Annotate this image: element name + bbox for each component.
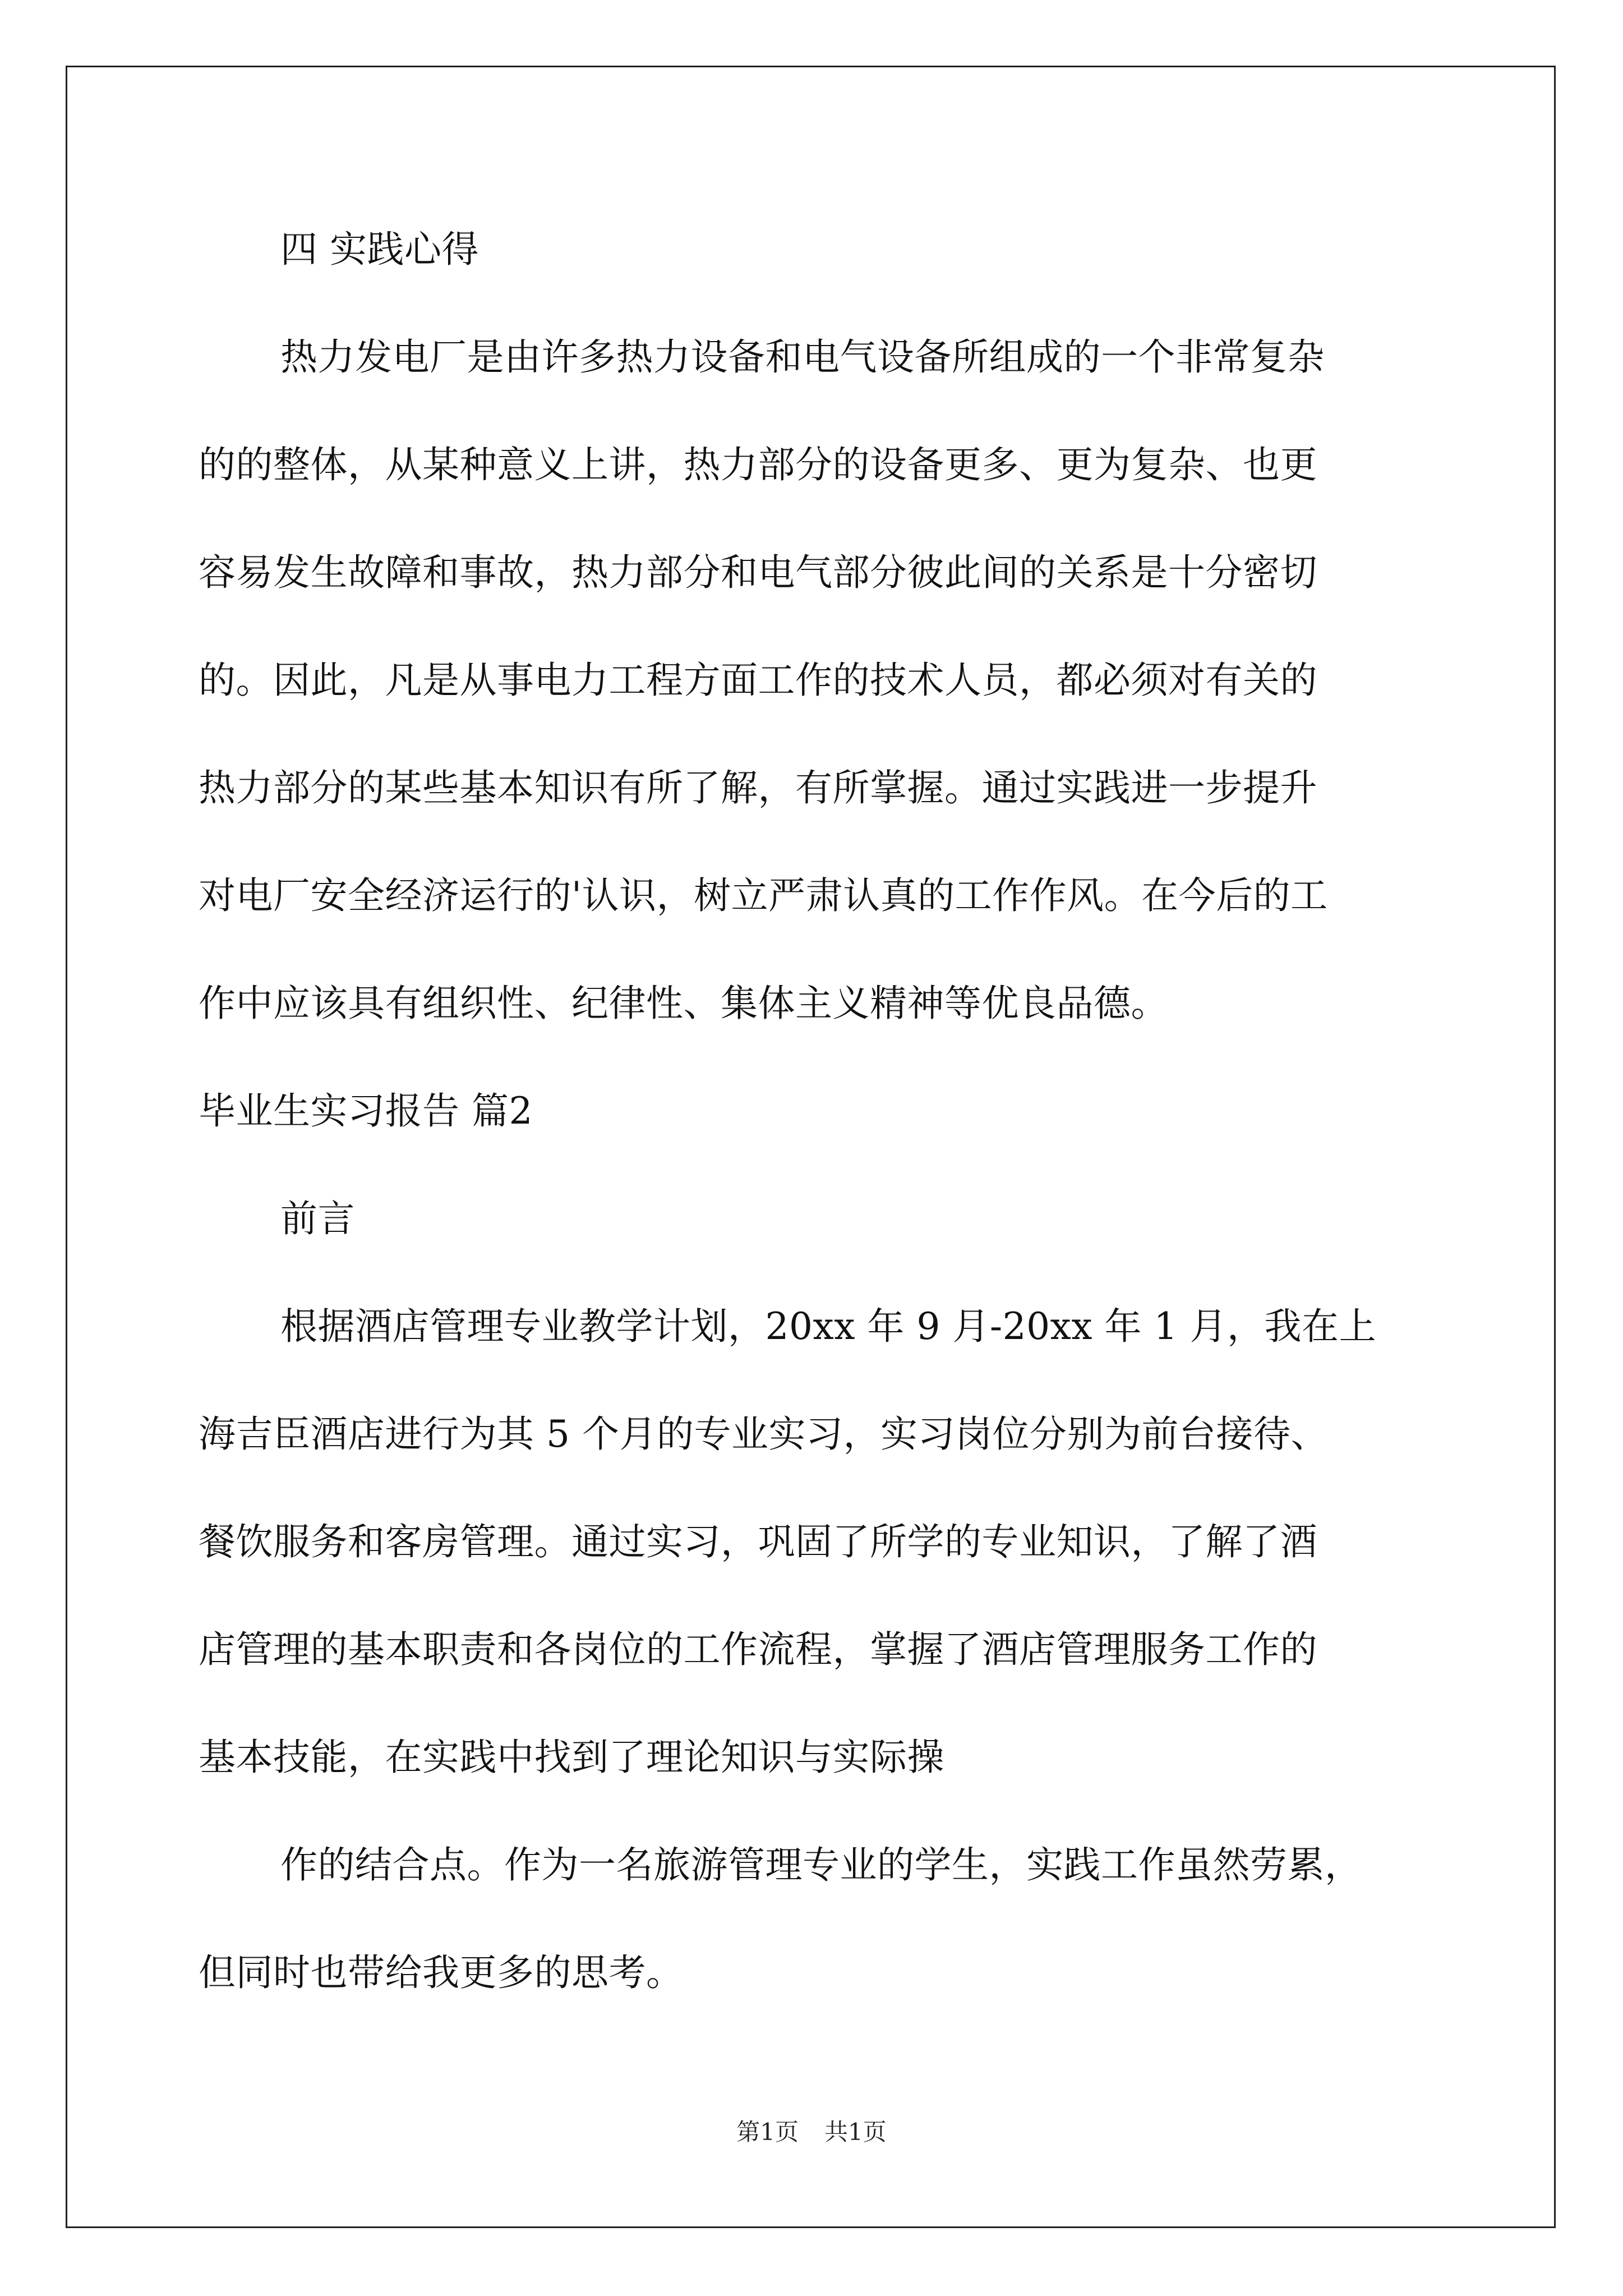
body-line: 但同时也带给我更多的思考。 [199, 1951, 684, 1994]
body-line: 的的整体，从某种意义上讲，热力部分的设备更多、更为复杂、也更 [199, 443, 1317, 486]
section-heading: 四 实践心得 [280, 228, 479, 271]
page-footer [0, 2118, 1623, 2146]
body-line: 根据酒店管理专业教学计划，20xx 年 9 月-20xx 年 1 月，我在上 [280, 1305, 1377, 1348]
body-line: 作中应该具有组织性、纪律性、集体主义精神等优良品德。 [199, 982, 1168, 1025]
preface-heading: 前言 [280, 1197, 355, 1240]
body-line: 的。因此，凡是从事电力工程方面工作的技术人员，都必须对有关的 [199, 659, 1317, 702]
body-line: 热力部分的某些基本知识有所了解，有所掌握。通过实践进一步提升 [199, 766, 1317, 809]
page-border [66, 66, 1556, 2228]
body-line: 容易发生故障和事故，热力部分和电气部分彼此间的关系是十分密切 [199, 551, 1317, 594]
body-line: 热力发电厂是由许多热力设备和电气设备所组成的一个非常复杂 [280, 335, 1325, 379]
body-line: 店管理的基本职责和各岗位的工作流程，掌握了酒店管理服务工作的 [199, 1628, 1317, 1671]
body-line: 对电厂安全经济运行的'认识，树立严肃认真的工作作风。在今后的工 [199, 874, 1328, 917]
article-title: 毕业生实习报告 篇2 [199, 1089, 533, 1133]
body-line: 基本技能，在实践中找到了理论知识与实际操 [199, 1736, 944, 1779]
page-number: 第1页 [736, 2118, 799, 2146]
body-line: 餐饮服务和客房管理。通过实习，巩固了所学的专业知识，了解了酒 [199, 1520, 1317, 1563]
page-total: 共1页 [824, 2118, 887, 2146]
body-line: 海吉臣酒店进行为其 5 个月的专业实习，实习岗位分别为前台接待、 [199, 1412, 1328, 1456]
body-line: 作的结合点。作为一名旅游管理专业的学生，实践工作虽然劳累， [280, 1843, 1362, 1887]
